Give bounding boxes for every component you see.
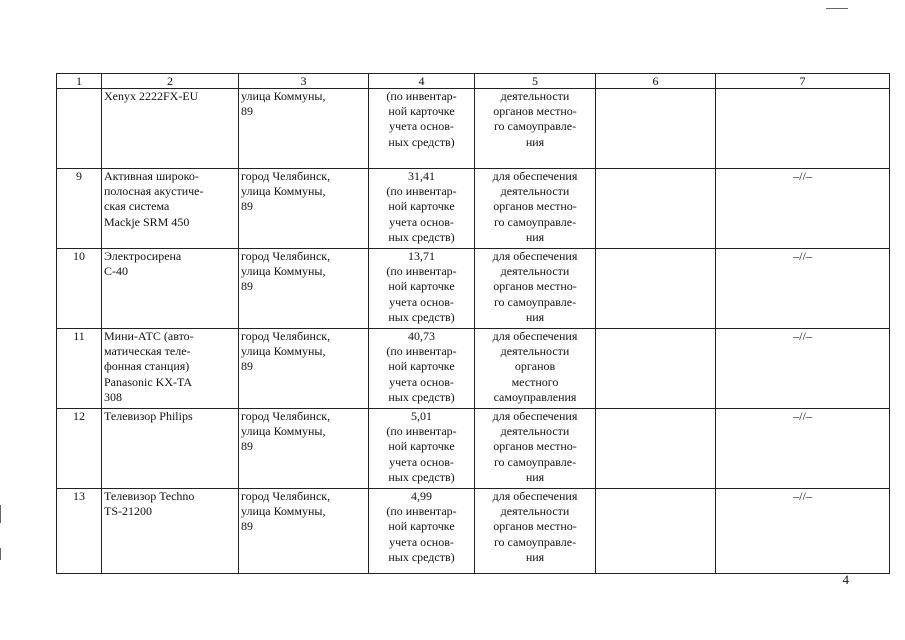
cost-cell-line: (по инвентар- [386,184,457,199]
cost-cell [369,329,475,409]
address-cell [239,409,369,489]
purpose-cell-line: го самоуправле- [493,214,577,229]
address-cell [239,169,369,249]
purpose-cell-line: для обеспечения [492,169,578,183]
column-6-cell [596,169,716,249]
table-row [57,169,890,249]
address-cell-line: улица Коммуны, [241,504,326,519]
cost-cell-line: ных средств) [388,229,455,244]
address-cell-line: улица Коммуны, [241,264,326,279]
item-name-cell [102,329,239,409]
cost-cell-line: (по инвентар- [386,424,457,439]
cost-cell-line: ной карточке [388,519,455,534]
purpose-cell-line: го самоуправле- [493,294,577,309]
row-number-cell: 10 [57,249,102,329]
row-number-cell: 9 [57,169,102,249]
purpose-cell-line: деятельности [500,89,570,103]
table-row [57,489,890,574]
cost-cell-line: ных средств) [388,549,455,564]
cost-cell-line: 4,99 [411,489,432,503]
address-cell [239,329,369,409]
item-name-cell-line: TS-21200 [104,504,152,519]
cost-cell-line: ных средств) [388,389,455,404]
address-cell-line: город Челябинск, [241,329,331,343]
purpose-cell-line: деятельности [500,264,570,279]
row-number-cell: 13 [57,489,102,574]
item-name-cell [102,409,239,489]
table-body [57,89,890,574]
cost-cell [369,489,475,574]
column-header: 7 [716,74,890,89]
address-cell-line: улица Коммуны, [241,424,326,439]
purpose-cell-line: для обеспечения [492,409,578,423]
ditto-cell: –//– [716,409,890,489]
table-row [57,409,890,489]
address-cell-line: город Челябинск, [241,169,331,183]
item-name-cell-line: матическая теле- [104,344,191,359]
purpose-cell-line: ния [525,134,545,149]
row-number-cell: 12 [57,409,102,489]
column-header: 1 [57,74,102,89]
ditto-cell: –//– [716,169,890,249]
purpose-cell [475,89,596,169]
purpose-cell-line: го самоуправле- [493,454,577,469]
purpose-cell [475,249,596,329]
address-cell-line: 89 [241,279,253,294]
scan-artifact [826,8,848,9]
item-name-cell-line: Xenyx 2222FX-EU [104,89,199,103]
address-cell-line: 89 [241,104,253,119]
purpose-cell-line: для обеспечения [492,249,578,263]
purpose-cell-line: самоуправления [493,389,577,404]
cost-cell-line: ных средств) [388,309,455,324]
cost-cell-line: ной карточке [388,104,455,119]
address-cell-line: 89 [241,199,253,214]
purpose-cell-line: для обеспечения [492,329,578,343]
cost-cell-line: (по инвентар- [386,504,457,519]
item-name-cell-line: полосная акустиче- [104,184,204,199]
address-cell [239,89,369,169]
address-cell-line: город Челябинск, [241,409,331,423]
scan-artifact [0,505,1,523]
item-name-cell-line: Panasonic KX-TA [104,374,193,389]
ditto-cell: –//– [716,489,890,574]
item-name-cell [102,489,239,574]
cost-cell-line: 31,41 [408,169,435,183]
purpose-cell [475,489,596,574]
column-6-cell [596,489,716,574]
item-name-cell-line: Mackje SRM 450 [104,214,190,229]
cost-cell-line: ной карточке [388,279,455,294]
purpose-cell-line: органов местно- [493,279,577,294]
item-name-cell-line: 308 [104,389,122,404]
cost-cell-line: учета основ- [389,294,454,309]
cost-cell-line: ных средств) [388,134,455,149]
address-cell-line: 89 [241,359,253,374]
cost-cell-line: 13,71 [408,249,435,263]
item-name-cell-line: С-40 [104,264,128,279]
cost-cell-line: ной карточке [388,199,455,214]
page-number: 4 [842,572,849,587]
column-header: 6 [596,74,716,89]
cost-cell-line: учета основ- [389,534,454,549]
cost-cell-line: ных средств) [388,469,455,484]
column-6-cell [596,329,716,409]
address-cell-line: улица Коммуны, [241,344,326,359]
column-header: 5 [475,74,596,89]
scan-artifact [0,548,1,560]
ditto-cell: –//– [716,329,890,409]
cost-cell-line: учета основ- [389,454,454,469]
item-name-cell [102,169,239,249]
purpose-cell-line: деятельности [500,424,570,439]
purpose-cell-line: органов местно- [493,519,577,534]
item-name-cell-line: Мини-АТС (авто- [104,329,194,343]
address-cell-line: 89 [241,439,253,454]
cost-cell-line: (по инвентар- [386,89,457,103]
item-name-cell-line: ская система [104,199,170,214]
address-cell-line: город Челябинск, [241,489,331,503]
purpose-cell-line: ния [525,549,545,564]
item-name-cell [102,89,239,169]
cost-cell [369,89,475,169]
cost-cell-line: ной карточке [388,439,455,454]
cost-cell-line: 40,73 [408,329,435,343]
purpose-cell-line: органов местно- [493,439,577,454]
address-cell-line: 89 [241,519,253,534]
column-6-cell [596,89,716,169]
purpose-cell-line: ния [525,309,545,324]
cost-cell [369,409,475,489]
purpose-cell-line: деятельности [500,344,570,359]
purpose-cell-line: деятельности [500,504,570,519]
cost-cell-line: (по инвентар- [386,264,457,279]
column-header: 3 [239,74,369,89]
inventory-table [56,73,890,574]
address-cell-line: улица Коммуны, [241,89,326,103]
cost-cell-line: ной карточке [388,359,455,374]
purpose-cell-line: деятельности [500,184,570,199]
purpose-cell-line: органов местно- [493,199,577,214]
purpose-cell [475,329,596,409]
purpose-cell [475,169,596,249]
cost-cell [369,249,475,329]
item-name-cell-line: фонная станция) [104,359,190,374]
column-6-cell [596,409,716,489]
item-name-cell-line: Телевизор Philips [104,409,193,423]
cost-cell-line: учета основ- [389,214,454,229]
cost-cell-line: (по инвентар- [386,344,457,359]
purpose-cell-line: ния [525,229,545,244]
purpose-cell-line: органов местно- [493,104,577,119]
ditto-cell: –//– [716,249,890,329]
purpose-cell-line: го самоуправле- [493,534,577,549]
column-header: 2 [102,74,239,89]
column-header: 4 [369,74,475,89]
purpose-cell-line: го самоуправле- [493,119,577,134]
item-name-cell-line: Телевизор Techno [104,489,195,503]
purpose-cell-line: органов [514,359,556,374]
cost-cell-line: 5,01 [411,409,432,423]
purpose-cell-line: для обеспечения [492,489,578,503]
row-number-cell [57,89,102,169]
ditto-cell [716,89,890,169]
item-name-cell-line: Электросирена [104,249,182,263]
header-row [57,74,890,89]
purpose-cell-line: местного [511,374,559,389]
item-name-cell [102,249,239,329]
cost-cell-line: учета основ- [389,374,454,389]
address-cell [239,489,369,574]
row-number-cell: 11 [57,329,102,409]
cost-cell-line: учета основ- [389,119,454,134]
address-cell [239,249,369,329]
address-cell-line: улица Коммуны, [241,184,326,199]
purpose-cell-line: ния [525,469,545,484]
column-6-cell [596,249,716,329]
table-row [57,89,890,169]
table-row [57,329,890,409]
purpose-cell [475,409,596,489]
item-name-cell-line: Активная широко- [104,169,199,183]
cost-cell [369,169,475,249]
address-cell-line: город Челябинск, [241,249,331,263]
table-row [57,249,890,329]
